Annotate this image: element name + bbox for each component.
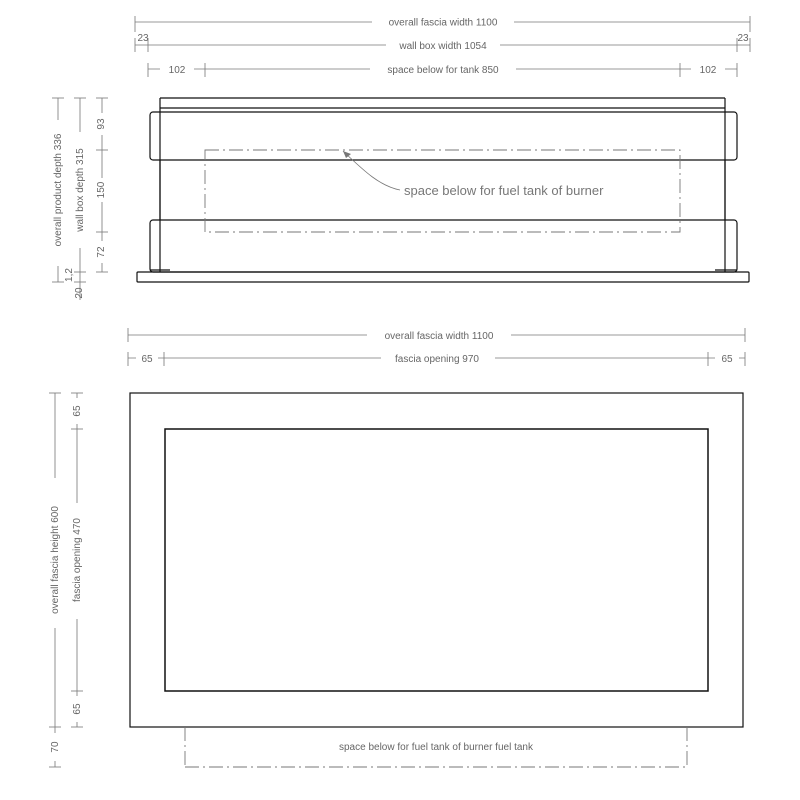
- tank-note-label: space below for fuel tank of burner fuel tank: [338, 742, 534, 753]
- tank-callout-label: space below for fuel tank of burner: [404, 183, 604, 198]
- side-65-left-label: 65: [141, 354, 153, 365]
- front-overall-fascia-width-label: overall fascia width 1100: [384, 331, 494, 342]
- depth-93-label: 93: [96, 118, 107, 130]
- plan-view: [50, 14, 750, 300]
- side-23-right-label: 23: [737, 33, 749, 44]
- fascia-opening: [165, 429, 708, 691]
- top-65-label: 65: [72, 405, 83, 417]
- dim-space-below-tank: [148, 62, 737, 77]
- dim-plan-overall-fascia-width: [135, 14, 750, 32]
- wall-box-width-label: wall box width 1054: [399, 41, 487, 52]
- fascia-opening-height-label: fascia opening 470: [72, 518, 83, 602]
- depth-150-label: 150: [96, 181, 107, 199]
- front-view: [47, 328, 745, 767]
- dim-overall-product-depth: [50, 98, 66, 282]
- dim-fascia-opening-height: [69, 393, 85, 727]
- dim-fascia-opening-width: [128, 351, 745, 366]
- margin-102-right-label: 102: [699, 65, 717, 76]
- below-70-label: 70: [50, 741, 61, 753]
- overall-product-depth-label: overall product depth 336: [53, 133, 64, 247]
- fascia-plate-plan: [137, 272, 749, 282]
- wall-box-depth-label: wall box depth 315: [75, 148, 86, 232]
- tank-zone-front: [185, 727, 687, 767]
- dim-depth-parts: [94, 98, 110, 272]
- dim-wall-box-width: [135, 33, 750, 52]
- overall-fascia-height-label: overall fascia height 600: [50, 506, 61, 614]
- fascia-outer: [130, 393, 743, 727]
- margin-102-left-label: 102: [168, 65, 186, 76]
- space-below-tank-label: space below for tank 850: [387, 65, 499, 76]
- fascia-opening-width-label: fascia opening 970: [395, 354, 479, 365]
- dim-wall-box-depth: [64, 98, 88, 300]
- depth-72-label: 72: [96, 246, 107, 258]
- bottom-65-label: 65: [72, 703, 83, 715]
- side-65-right-label: 65: [721, 354, 733, 365]
- side-23-left-label: 23: [137, 33, 149, 44]
- depth-1-2-label: 1,2: [64, 268, 75, 282]
- dim-front-overall-fascia-width: [128, 328, 745, 342]
- dim-overall-fascia-height: [47, 393, 63, 767]
- plan-overall-fascia-width-label: overall fascia width 1100: [388, 17, 498, 29]
- depth-20-label: 20: [74, 287, 85, 299]
